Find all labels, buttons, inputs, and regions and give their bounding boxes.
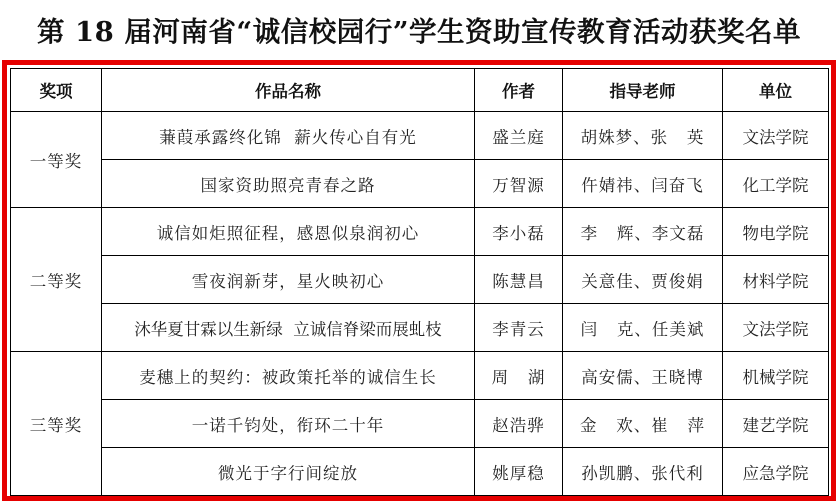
unit-cell: 建艺学院	[723, 400, 829, 448]
unit-cell: 文法学院	[723, 304, 829, 352]
header-advisor: 指导老师	[563, 69, 723, 112]
unit-cell: 应急学院	[723, 448, 829, 496]
unit-cell: 化工学院	[723, 160, 829, 208]
advisor-cell: 李 辉、李文磊	[563, 208, 723, 256]
table-row	[11, 304, 829, 352]
header-author: 作者	[475, 69, 563, 112]
work-title-cell: 诚信如炬照征程，感恩似泉润初心	[102, 208, 475, 256]
author-cell: 万智源	[475, 160, 563, 208]
table-header-row	[11, 69, 829, 112]
advisor-cell: 关意佳、贾俊娟	[563, 256, 723, 304]
unit-cell: 物电学院	[723, 208, 829, 256]
page-title: 第 18 届河南省“诚信校园行”学生资助宣传教育活动获奖名单	[36, 16, 802, 48]
work-title-cell: 雪夜润新芽，星火映初心	[102, 256, 475, 304]
table-row	[11, 208, 829, 256]
author-cell: 周 湖	[475, 352, 563, 400]
author-cell: 盛兰庭	[475, 112, 563, 160]
header-unit: 单位	[723, 69, 829, 112]
advisor-cell: 闫 克、任美斌	[563, 304, 723, 352]
table-row	[11, 448, 829, 496]
header-prize: 奖项	[11, 69, 102, 112]
author-cell: 赵浩骅	[475, 400, 563, 448]
advisor-cell: 胡姝梦、张 英	[563, 112, 723, 160]
advisor-cell: 金 欢、崔 萍	[563, 400, 723, 448]
author-cell: 李小磊	[475, 208, 563, 256]
work-title-cell: 麦穗上的契约：被政策托举的诚信生长	[102, 352, 475, 400]
table-row	[11, 400, 829, 448]
advisor-cell: 仵婧祎、闫奋飞	[563, 160, 723, 208]
award-list-frame	[2, 60, 836, 501]
table-row	[11, 112, 829, 160]
prize-cell: 三等奖	[11, 352, 102, 496]
work-title-cell: 一诺千钧处，衔环二十年	[102, 400, 475, 448]
advisor-cell: 孙凯鹏、张代利	[563, 448, 723, 496]
prize-cell: 一等奖	[11, 112, 102, 208]
table-row	[11, 160, 829, 208]
work-title-cell: 蒹葭承露终化锦 薪火传心自有光	[102, 112, 475, 160]
header-work-title: 作品名称	[102, 69, 475, 112]
table-row	[11, 352, 829, 400]
unit-cell: 文法学院	[723, 112, 829, 160]
author-cell: 陈慧昌	[475, 256, 563, 304]
work-title-cell: 国家资助照亮青春之路	[102, 160, 475, 208]
work-title-cell: 微光于字行间绽放	[102, 448, 475, 496]
prize-cell: 二等奖	[11, 208, 102, 352]
author-cell: 李青云	[475, 304, 563, 352]
advisor-cell: 高安儒、王晓博	[563, 352, 723, 400]
unit-cell: 材料学院	[723, 256, 829, 304]
award-table	[10, 68, 829, 496]
author-cell: 姚厚稳	[475, 448, 563, 496]
work-title-cell: 沐华夏甘霖以生新绿 立诚信脊梁而展虬枝	[102, 304, 475, 352]
table-row	[11, 256, 829, 304]
unit-cell: 机械学院	[723, 352, 829, 400]
